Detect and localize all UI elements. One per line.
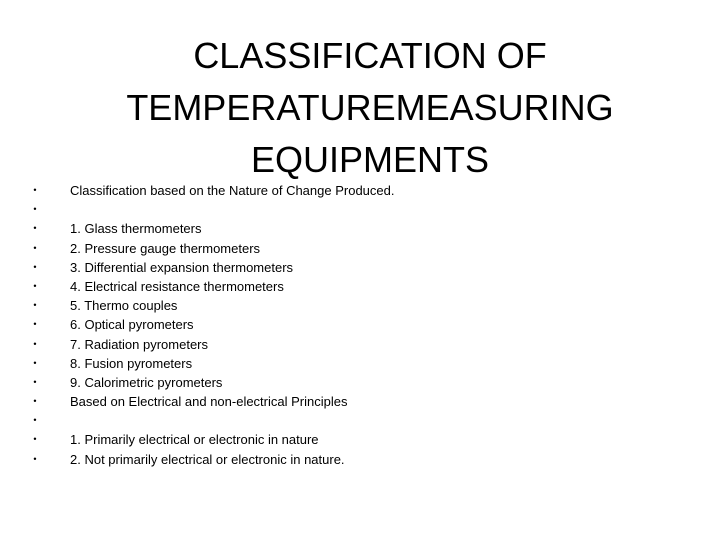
list-item-text: Based on Electrical and non-electrical Principles xyxy=(70,394,348,410)
bullet-icon: • xyxy=(33,453,37,464)
list-item xyxy=(30,411,690,430)
slide-title-line-3: EQUIPMENTS xyxy=(250,139,490,181)
slide-title-line-1: CLASSIFICATION OF xyxy=(193,35,547,77)
bullet-icon: • xyxy=(33,357,37,368)
list-item xyxy=(30,373,690,392)
bullet-icon: • xyxy=(33,396,37,407)
bullet-icon: • xyxy=(33,242,37,253)
slide-title-line-2: TEMPERATUREMEASURING xyxy=(126,87,614,129)
list-item-text: 2. Not primarily electrical or electronic in nature. xyxy=(70,451,345,467)
bullet-icon: • xyxy=(33,223,37,234)
bullet-icon: • xyxy=(33,338,37,349)
list-item xyxy=(30,450,690,469)
list-item xyxy=(30,335,690,354)
list-item-text: 5. Thermo couples xyxy=(70,298,178,314)
list-item xyxy=(30,315,690,334)
bullet-icon: • xyxy=(33,261,37,272)
bullet-icon: • xyxy=(33,300,37,311)
list-item-text: 7. Radiation pyrometers xyxy=(70,336,209,352)
bullet-icon: • xyxy=(33,280,37,291)
list-item xyxy=(30,354,690,373)
list-item xyxy=(30,181,690,200)
bullet-icon: • xyxy=(33,204,37,215)
list-item xyxy=(30,239,690,258)
list-item-text: 6. Optical pyrometers xyxy=(70,317,194,333)
bullet-icon: • xyxy=(33,319,37,330)
list-item xyxy=(30,430,690,449)
bullet-icon: • xyxy=(33,185,37,195)
list-item-text: 4. Electrical resistance thermometers xyxy=(70,278,284,294)
list-item-text: Classification based on the Nature of Change Produced. xyxy=(70,183,395,198)
list-item xyxy=(30,296,690,315)
list-item xyxy=(30,200,690,219)
list-item-text: 1. Glass thermometers xyxy=(70,221,202,237)
list-item xyxy=(30,392,690,411)
bullet-icon: • xyxy=(33,415,37,426)
list-item-text: 3. Differential expansion thermometers xyxy=(70,259,294,275)
list-item xyxy=(30,277,690,296)
bullet-icon: • xyxy=(33,434,37,445)
list-item-text: 2. Pressure gauge thermometers xyxy=(70,240,261,256)
list-item xyxy=(30,258,690,277)
list-item xyxy=(30,219,690,238)
slide-title xyxy=(60,30,680,186)
list-item-text: 1. Primarily electrical or electronic in nature xyxy=(70,432,319,448)
bullet-icon: • xyxy=(33,376,37,387)
list-item-text: 9. Calorimetric pyrometers xyxy=(70,374,223,390)
bullet-list xyxy=(30,181,690,469)
list-item-text: 8. Fusion pyrometers xyxy=(70,355,193,371)
